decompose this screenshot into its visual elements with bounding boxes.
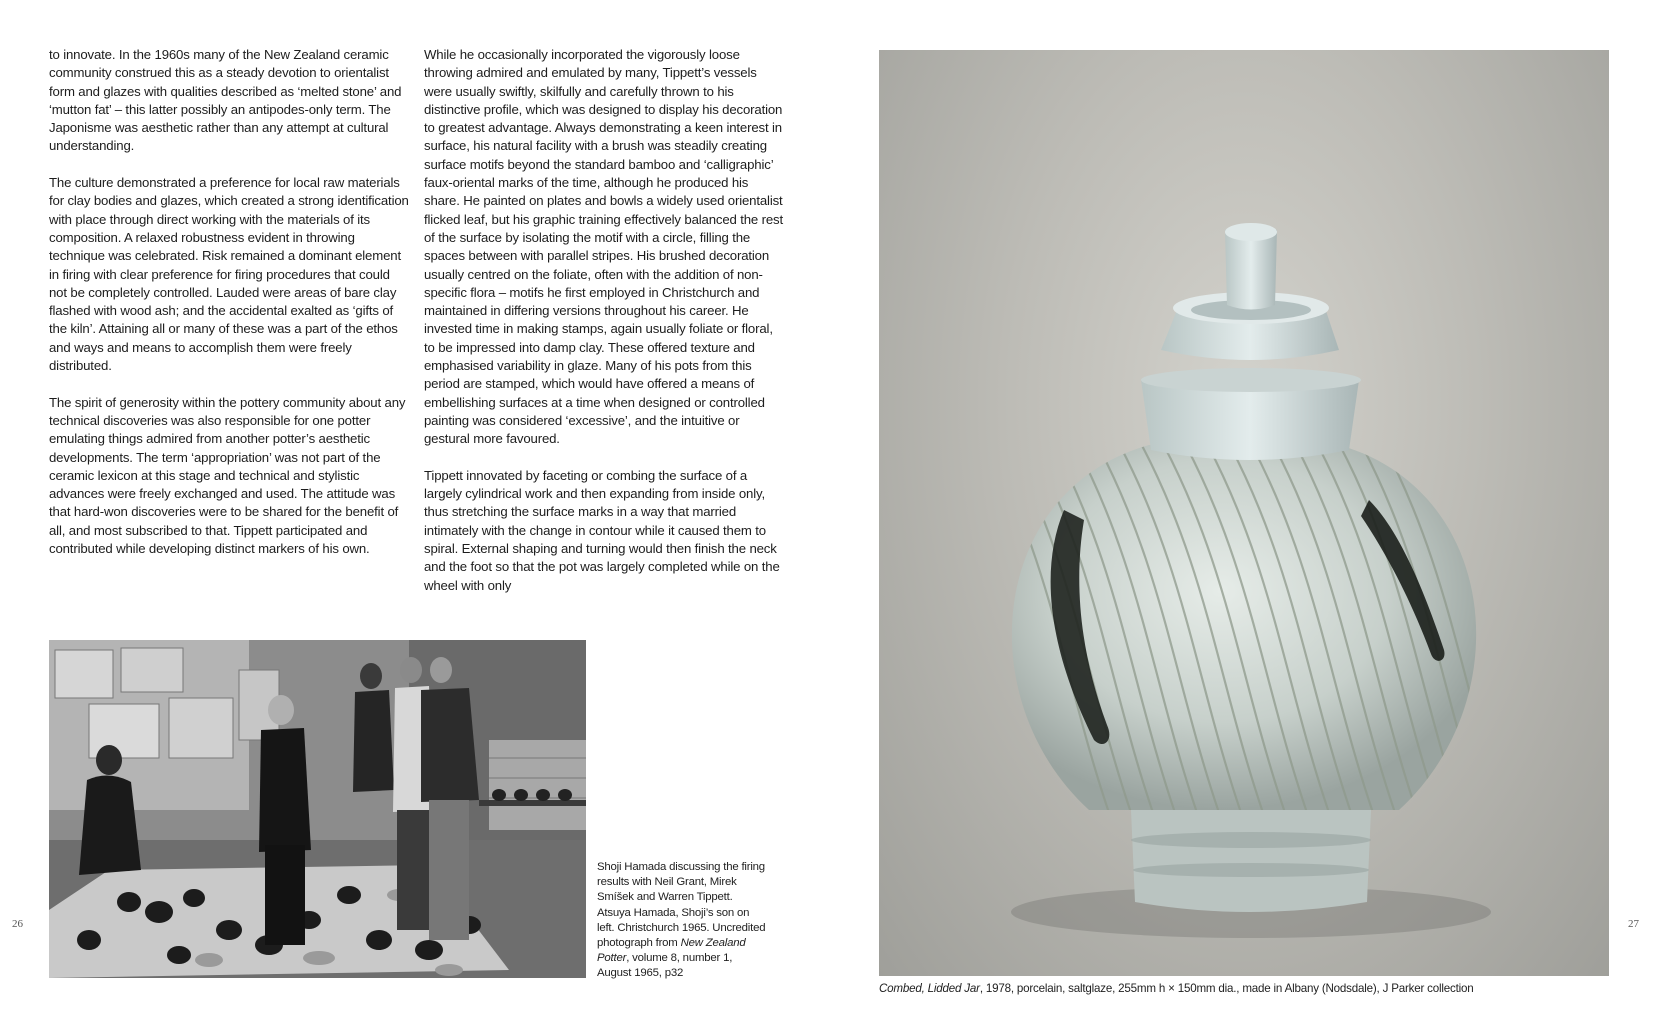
photo-caption: Shoji Hamada discussing the firing results with Neil Grant, Mirek Smíšek and Warren Tippett. Atsuya Hamada, Shoji’s son on left. Christchurch 1965. Uncredited photograph from New Zealand Potter, volume 8, number 1, August 1965, p32	[597, 861, 766, 980]
paragraph: to innovate. In the 1960s many of the New Zealand ceramic community construed this as a steady devotion to orientalist form and glazes with qualities described as ‘melted stone’ and ‘mutton fat’ – this latter possibly an antipodes-only term. The Japonisme was aesthetic rather than any attempt at cultural understanding.	[49, 47, 402, 154]
page-number-right: 27	[1628, 918, 1639, 930]
jar-caption: Combed, Lidded Jar, 1978, porcelain, saltglaze, 255mm h × 150mm dia., made in Albany (Nodsdale), J Parker collection	[879, 982, 1474, 995]
paragraph: While he occasionally incorporated the vigorously loose throwing admired and emulated by many, Tippett’s vessels were usually swiftly, skilfully and carefully thrown to his distinctive profile, which was designed to display his decoration to greatest advantage. Always demonstrating a keen interest in surface, his natural facility with a brush was steadily creating surface motifs beyond the standard bamboo and ‘calligraphic’ faux-oriental marks of the time, although he produced his share. He painted on plates and bowls a widely used orientalist flicked leaf, but his graphic training effectively balanced the rest of the surface by isolating the motif with a circle, filling the spaces between with parallel stripes. His brushed decoration usually centred on the foliate, often with the addition of non-specific flora – motifs he first employed in Christchurch and maintained in differing versions throughout his career. He invested time in making stamps, again usually foliate or floral, to be impressed into damp clay. These offered texture and emphasised variability in glaze. Many of his pots from this period are stamped, which would have offered a means of embellishing surfaces at a time when designed or controlled painting was considered ‘excessive’, and the intuitive or gestural more favoured.	[424, 47, 784, 447]
paragraph: The spirit of generosity within the pottery community about any technical discoveries was also responsible for one potter emulating things admired from another potter’s aesthetic developments. The term ‘appropriation’ was not part of the ceramic lexicon at this stage and technical and stylistic advances were freely exchanged and used. The attitude was that hard-won discoveries were to be shared for the benefit of all, and most subscribed to that. Tippett participated and contributed while developing distinct markers of his own.	[49, 394, 406, 557]
paragraph: Tippett innovated by faceting or combing the surface of a largely cylindrical work and then expanding from inside only, thus stretching the surface marks in a way that married intimately with the change in contour while it caused them to spiral. External shaping and turning would then finish the neck and the foot so that the pot was largely completed while on the wheel with only	[424, 467, 780, 593]
paragraph: The culture demonstrated a preference for local raw materials for clay bodies and glazes, which created a strong identification with place through direct working with the materials of its composition. A relaxed robustness evident in throwing technique was celebrated. Risk remained a dominant element in firing with clear preference for firing procedures that could not be completely controlled. Lauded were areas of bare clay flashed with wood ash; and the accidental exalted as ‘gifts of the kiln’. Attaining all or many of these was a part of the ethos and ways and means to accomplish them were freely distributed.	[49, 175, 409, 374]
page-number-left: 26	[12, 918, 23, 930]
jar-photograph	[879, 50, 1609, 976]
right-text-column	[424, 46, 786, 613]
left-text-column	[49, 46, 409, 577]
group-photograph	[49, 640, 586, 978]
